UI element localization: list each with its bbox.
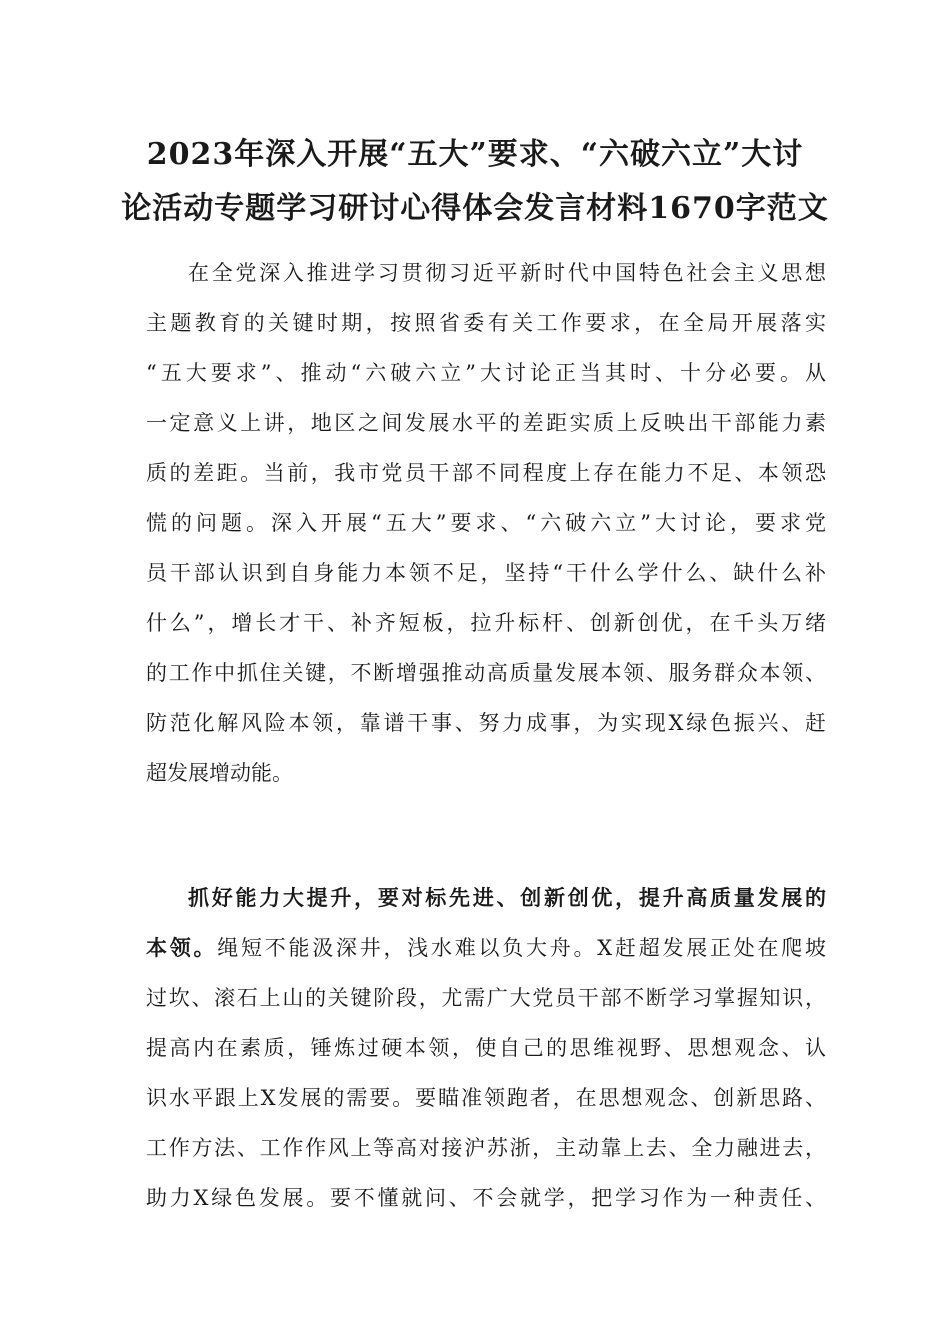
- paragraph-ability: [146, 873, 826, 1223]
- paragraph-line: 过坎、滚石上山的关键阶段，尤需广大党员干部不断学习掌握知识，: [146, 986, 826, 1010]
- section-heading-end: 本领。: [146, 935, 218, 960]
- paragraph-line: 什么”，增长才干、补齐短板，拉升标杆、创新创优，在千头万绪: [146, 611, 826, 635]
- paragraph-line: 助力X绿色发展。要不懂就问、不会就学，把学习作为一种责任、: [146, 1186, 826, 1210]
- paragraph-line: 的工作中抓住关键，不断增强推动高质量发展本领、服务群众本领、: [146, 661, 826, 685]
- paragraph-line: 识水平跟上X发展的需要。要瞄准领跑者，在思想观念、创新思路、: [146, 1086, 826, 1110]
- paragraph-line: 一定意义上讲，地区之间发展水平的差距实质上反映出干部能力素: [146, 411, 826, 435]
- title-line: 论活动专题学习研讨心得体会发言材料1670字范文: [121, 191, 829, 226]
- paragraph-line: 超发展增动能。: [146, 761, 293, 785]
- paragraph-line: 主题教育的关键时期，按照省委有关工作要求，在全局开展落实: [146, 311, 826, 335]
- paragraph-line: 在全党深入推进学习贯彻习近平新时代中国特色社会主义思想: [188, 261, 826, 285]
- paragraph-intro: [146, 248, 826, 798]
- paragraph-line: 工作方法、工作作风上等高对接沪苏浙，主动靠上去、全力融进去，: [146, 1136, 826, 1160]
- paragraph-line: “五大要求”、推动“六破六立”大讨论正当其时、十分必要。从: [146, 361, 826, 385]
- title-line: 2023年深入开展“五大”要求、“六破六立”大讨: [146, 137, 804, 172]
- paragraph-line: [146, 923, 826, 973]
- paragraph-line: 员干部认识到自身能力本领不足，坚持“干什么学什么、缺什么补: [146, 561, 826, 585]
- paragraph-line: 提高内在素质，锤炼过硬本领，使自己的思维视野、思想观念、认: [146, 1036, 826, 1060]
- document-title: [100, 128, 850, 236]
- paragraph-line: 慌的问题。深入开展“五大”要求、“六破六立”大讨论，要求党: [146, 511, 826, 535]
- section-heading: 抓好能力大提升，要对标先进、创新创优，提升高质量发展的: [188, 885, 826, 910]
- paragraph-text: 绳短不能汲深井，浅水难以负大舟。X赶超发展正处在爬坡: [217, 936, 827, 960]
- paragraph-line: 防范化解风险本领，靠谱干事、努力成事，为实现X绿色振兴、赶: [146, 711, 826, 735]
- paragraph-line: 质的差距。当前，我市党员干部不同程度上存在能力不足、本领恐: [146, 461, 826, 485]
